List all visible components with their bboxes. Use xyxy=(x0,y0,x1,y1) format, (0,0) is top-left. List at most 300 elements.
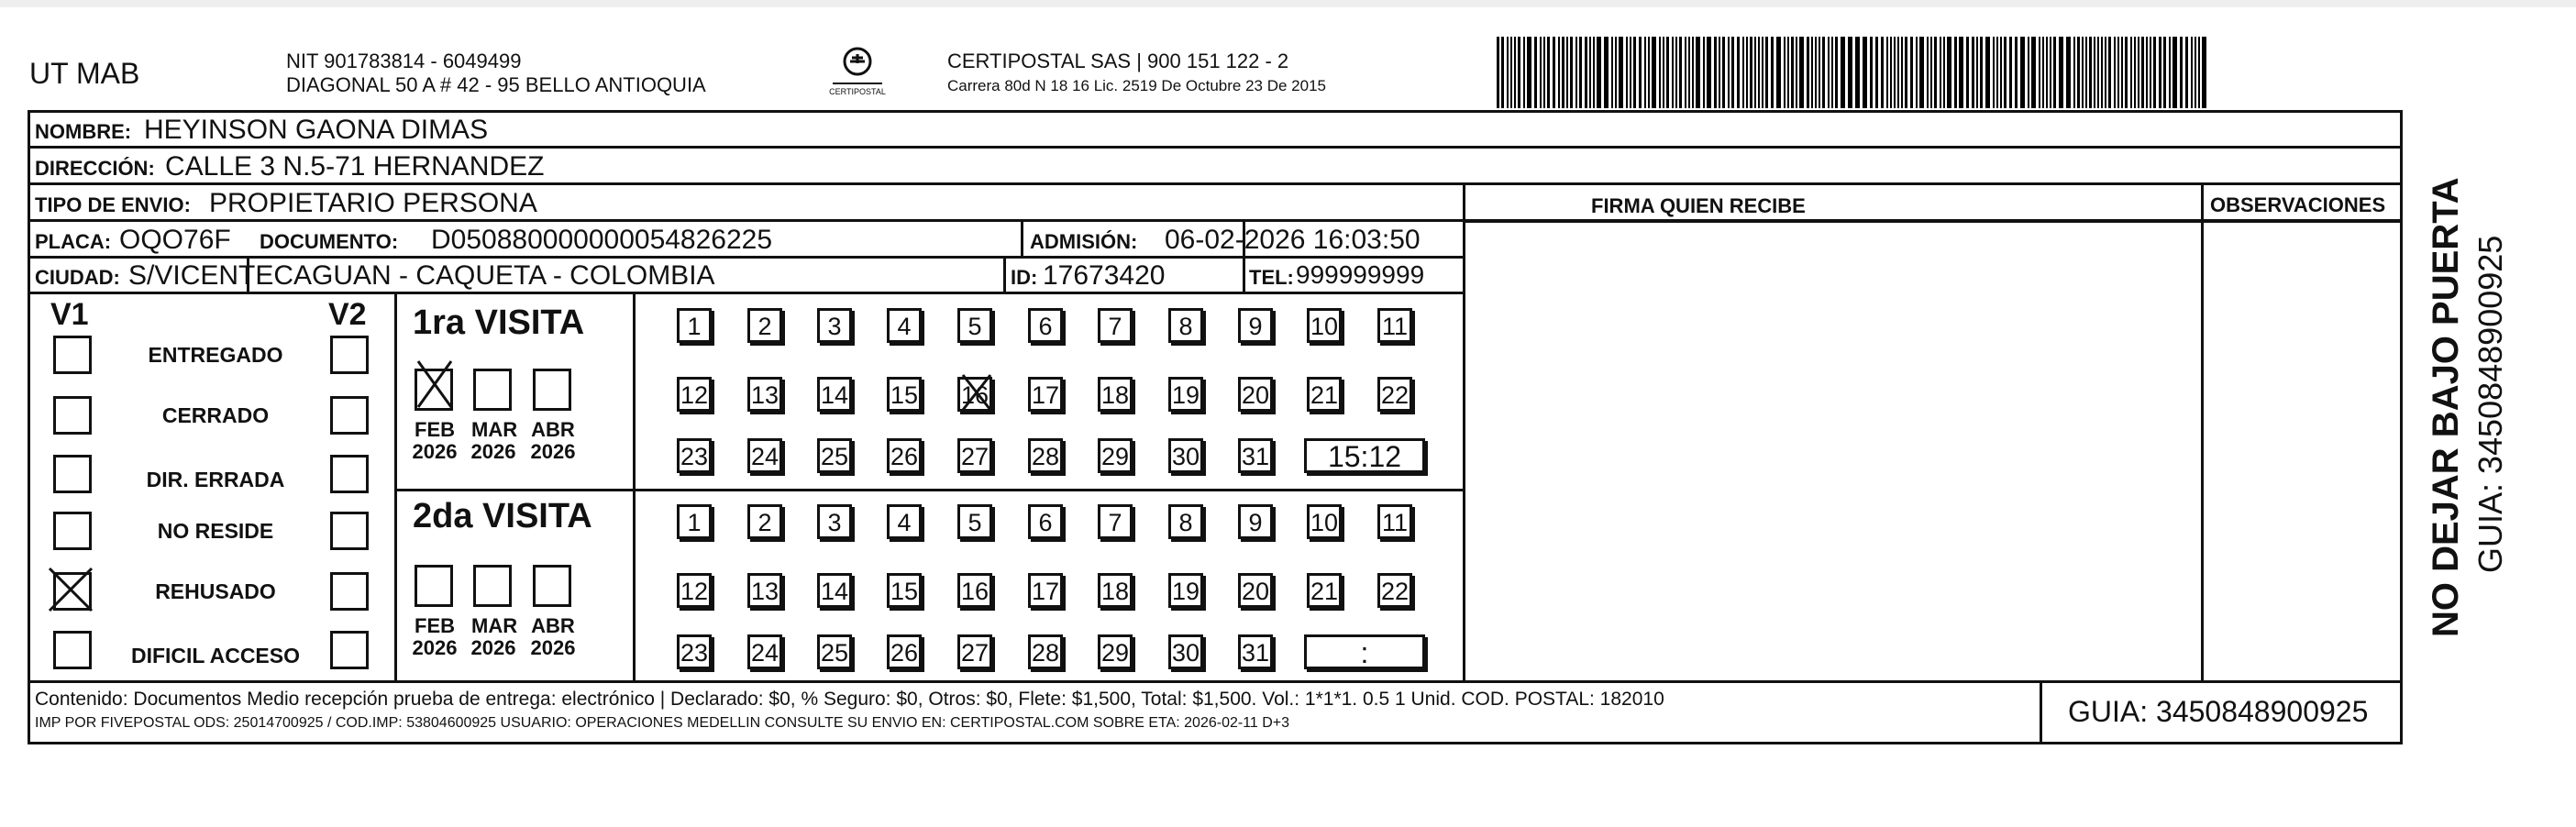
day-box[interactable]: 23 xyxy=(677,438,712,473)
barcode-bar xyxy=(1514,37,1516,108)
tel-label: TEL: xyxy=(1249,266,1294,289)
certipostal-logo-icon xyxy=(825,41,890,105)
barcode-bar xyxy=(2015,37,2018,108)
day-box[interactable]: 10 xyxy=(1307,504,1342,539)
barcode-bar xyxy=(2097,37,2099,108)
day-box[interactable]: 21 xyxy=(1307,377,1342,412)
barcode-bar xyxy=(1746,37,1748,108)
barcode-bar xyxy=(2020,37,2025,108)
day-box[interactable]: 28 xyxy=(1028,438,1063,473)
day-box[interactable]: 19 xyxy=(1168,377,1203,412)
barcode-bar xyxy=(1819,37,1820,108)
rule xyxy=(633,292,636,681)
barcode-bar xyxy=(1615,37,1617,108)
barcode-bar xyxy=(1870,37,1873,108)
barcode-bar xyxy=(1652,37,1656,108)
barcode-bar xyxy=(2082,37,2084,108)
barcode-bar xyxy=(2073,37,2075,108)
rule xyxy=(28,182,2403,185)
barcode-bar xyxy=(1799,37,1804,108)
rule xyxy=(1463,220,2403,223)
second-visit-title: 2da VISITA xyxy=(413,497,592,535)
barcode-bar xyxy=(1897,37,1899,108)
rule xyxy=(2040,681,2042,744)
day-box[interactable]: 28 xyxy=(1028,634,1063,669)
barcode-bar xyxy=(1663,37,1664,108)
day-box[interactable]: 13 xyxy=(747,377,782,412)
barcode-bar xyxy=(1919,37,1924,108)
documento-value: D050880000000054826225 xyxy=(431,225,773,255)
v1-header: V1 xyxy=(50,297,89,332)
day-box[interactable]: 24 xyxy=(747,438,782,473)
barcode-bar xyxy=(1692,37,1694,108)
barcode-bar xyxy=(1930,37,1932,108)
day-box[interactable]: 11 xyxy=(1377,308,1412,343)
barcode-bar xyxy=(1828,37,1830,108)
barcode-bar xyxy=(1597,37,1601,108)
barcode-bar xyxy=(1959,37,1963,108)
barcode-bar xyxy=(1722,37,1725,108)
day-box[interactable]: 11 xyxy=(1377,504,1412,539)
barcode-bar xyxy=(1688,37,1690,108)
barcode-bar xyxy=(2089,37,2092,108)
barcode-bar xyxy=(1523,37,1525,108)
barcode-bar xyxy=(2202,37,2206,108)
day-box[interactable]: 20 xyxy=(1238,573,1273,608)
day-box[interactable]: 18 xyxy=(1098,573,1133,608)
observaciones-header: OBSERVACIONES xyxy=(2210,193,2386,216)
v2-checkbox[interactable] xyxy=(330,336,369,374)
day-box[interactable]: 30 xyxy=(1168,438,1203,473)
rule xyxy=(1021,221,1023,256)
footer-line-2: IMP POR FIVEPOSTAL ODS: 25014700925 / COD.IMP: 53804600925 USUARIO: OPERACIONES MEDELLIN CONSULTE SU ENVIO EN: CERTIPOSTAL.COM SOBRE ETA: 2026-02-11 D+3 xyxy=(35,715,1290,731)
barcode-bar xyxy=(1910,37,1913,108)
rule xyxy=(394,489,1463,491)
barcode-bar xyxy=(1934,37,1937,108)
barcode-bar xyxy=(1863,37,1867,108)
barcode-bar xyxy=(1765,37,1768,108)
firma-header: FIRMA QUIEN RECIBE xyxy=(1591,194,1806,217)
barcode-bar xyxy=(1815,37,1817,108)
barcode-bar xyxy=(1562,37,1564,108)
barcode-bar xyxy=(1540,37,1542,108)
barcode-bar xyxy=(2000,37,2002,108)
barcode-bar xyxy=(2046,37,2048,108)
status-option-label: ENTREGADO xyxy=(148,343,283,367)
barcode-bar xyxy=(2153,37,2156,108)
month-label: ABR xyxy=(531,614,575,637)
barcode-bar xyxy=(1966,37,1969,108)
barcode-bar xyxy=(1707,37,1711,108)
day-box[interactable]: 12 xyxy=(677,573,712,608)
barcode-bar xyxy=(1742,37,1744,108)
barcode-bar xyxy=(1784,37,1786,108)
year-label: 2026 xyxy=(470,636,516,659)
day-box[interactable]: 19 xyxy=(1168,573,1203,608)
ciudad-value: S/VICENTECAGUAN - CAQUETA - COLOMBIA xyxy=(128,260,715,291)
barcode-bar xyxy=(1807,37,1809,108)
barcode-bar xyxy=(2169,37,2171,108)
day-box[interactable]: 30 xyxy=(1168,634,1203,669)
month-label: MAR xyxy=(471,614,518,637)
barcode-bar xyxy=(1611,37,1613,108)
v2-checkbox[interactable] xyxy=(330,631,369,669)
v1-checkbox[interactable] xyxy=(53,631,92,669)
barcode-bar xyxy=(1916,37,1918,108)
barcode-bar xyxy=(1972,37,1974,108)
barcode-bar xyxy=(1758,37,1760,108)
barcode-bar xyxy=(2141,37,2144,108)
barcode-bar xyxy=(2059,37,2063,108)
day-box[interactable]: 8 xyxy=(1168,504,1203,539)
day-box[interactable]: 6 xyxy=(1028,504,1063,539)
barcode-bar xyxy=(1822,37,1825,108)
day-box[interactable]: 10 xyxy=(1307,308,1342,343)
barcode-bar xyxy=(1947,37,1951,108)
month-label: FEB xyxy=(415,614,455,637)
barcode-bar xyxy=(1570,37,1573,108)
month-label: FEB xyxy=(415,418,455,441)
barcode-bar xyxy=(2101,37,2103,108)
admision-value: 06-02-2026 16:03:50 xyxy=(1165,225,1421,255)
barcode-bar xyxy=(1675,37,1677,108)
time-box[interactable]: : xyxy=(1304,634,1425,669)
day-box[interactable]: 5 xyxy=(957,504,992,539)
barcode-bar xyxy=(2105,37,2106,108)
tipo-envio-value: PROPIETARIO PERSONA xyxy=(209,188,537,218)
barcode-bar xyxy=(2031,37,2036,108)
barcode-bar xyxy=(1886,37,1888,108)
barcode-bar xyxy=(1579,37,1582,108)
year-label: 2026 xyxy=(412,636,458,659)
year-label: 2026 xyxy=(470,440,516,463)
ciudad-label: CIUDAD: xyxy=(35,266,120,289)
day-box[interactable]: 9 xyxy=(1238,504,1273,539)
barcode-bar xyxy=(1626,37,1628,108)
barcode-bar xyxy=(2130,37,2132,108)
day-box[interactable]: 17 xyxy=(1028,573,1063,608)
barcode-bar xyxy=(1927,37,1929,108)
barcode-bar xyxy=(1811,37,1813,108)
day-box[interactable]: 22 xyxy=(1377,573,1412,608)
v1-checkbox[interactable] xyxy=(53,336,92,374)
month-label: ABR xyxy=(531,418,575,441)
barcode-bar xyxy=(1497,37,1499,108)
barcode-bar xyxy=(1633,37,1636,108)
barcode-bar xyxy=(1985,37,1990,108)
barcode-bar xyxy=(1996,37,1998,108)
barcode-bar xyxy=(1731,37,1734,108)
day-box[interactable]: 8 xyxy=(1168,308,1203,343)
day-box[interactable]: 6 xyxy=(1028,308,1063,343)
barcode-bar xyxy=(2180,37,2183,108)
barcode-bar xyxy=(1585,37,1587,108)
logo-text: CERTIPOSTAL xyxy=(829,87,886,96)
barcode-bar xyxy=(1518,37,1520,108)
barcode-bar xyxy=(2039,37,2040,108)
day-box[interactable]: 15 xyxy=(887,377,922,412)
rule xyxy=(1243,257,1245,292)
barcode-bar xyxy=(2053,37,2056,108)
side-guia: GUIA: 3450848900925 xyxy=(2471,235,2509,573)
day-box[interactable]: 3 xyxy=(817,504,852,539)
barcode-bar xyxy=(2191,37,2193,108)
nombre-label: NOMBRE: xyxy=(35,120,132,143)
day-box[interactable]: 14 xyxy=(817,573,852,608)
day-box[interactable]: 2 xyxy=(747,308,782,343)
day-box[interactable]: 14 xyxy=(817,377,852,412)
barcode-bar xyxy=(1566,37,1568,108)
certipostal-title: CERTIPOSTAL SAS | 900 151 122 - 2 xyxy=(947,50,1289,72)
status-option-label: DIR. ERRADA xyxy=(146,468,285,491)
barcode-bar xyxy=(1630,37,1631,108)
v2-checkbox[interactable] xyxy=(330,572,369,611)
barcode-bar xyxy=(2125,37,2128,108)
day-box[interactable]: 16 xyxy=(957,573,992,608)
footer-guia: GUIA: 3450848900925 xyxy=(2068,695,2369,728)
day-box[interactable]: 15 xyxy=(887,573,922,608)
documento-label: DOCUMENTO: xyxy=(260,230,399,253)
status-option-label: NO RESIDE xyxy=(157,519,274,543)
barcode-bar xyxy=(1510,37,1512,108)
year-label: 2026 xyxy=(412,440,458,463)
barcode-bar xyxy=(2198,37,2200,108)
direccion-label: DIRECCIÓN: xyxy=(35,157,155,180)
day-box[interactable]: 25 xyxy=(817,438,852,473)
v1-checkbox[interactable] xyxy=(53,396,92,435)
barcode-bar xyxy=(1604,37,1609,108)
day-box[interactable]: 5 xyxy=(957,308,992,343)
day-box[interactable]: 29 xyxy=(1098,634,1133,669)
day-box[interactable]: 24 xyxy=(747,634,782,669)
footer-line-1: Contenido: Documentos Medio recepción prueba de entrega: electrónico | Declarado: $0, % Seguro: $0, Otros: $0, Flete: $1,500, Total: $1,500. Vol.: 1*1*1. 0.5 1 Unid. COD. POSTAL: 182010 xyxy=(35,689,1664,710)
year-label: 2026 xyxy=(530,636,576,659)
v2-checkbox[interactable] xyxy=(330,455,369,493)
rule xyxy=(28,256,1463,259)
rule xyxy=(394,292,397,681)
day-box[interactable]: 22 xyxy=(1377,377,1412,412)
barcode-bar xyxy=(1980,37,1983,108)
barcode-bar xyxy=(2134,37,2136,108)
day-box[interactable]: 20 xyxy=(1238,377,1273,412)
barcode-bar xyxy=(1639,37,1642,108)
day-box[interactable]: 1 xyxy=(677,308,712,343)
id-value: 17673420 xyxy=(1043,260,1166,291)
barcode-bar xyxy=(1881,37,1884,108)
day-box[interactable]: 2 xyxy=(747,504,782,539)
nombre-value: HEYINSON GAONA DIMAS xyxy=(144,115,489,145)
barcode-bar xyxy=(1593,37,1595,108)
barcode-bar xyxy=(2138,37,2139,108)
v1-checkbox[interactable] xyxy=(53,455,92,493)
barcode-bar xyxy=(2009,37,2012,108)
day-box[interactable]: 31 xyxy=(1238,634,1273,669)
barcode-bar xyxy=(1762,37,1763,108)
day-box[interactable]: 25 xyxy=(817,634,852,669)
barcode-bar xyxy=(1993,37,1995,108)
barcode-bar xyxy=(2004,37,2007,108)
admision-label: ADMISIÓN: xyxy=(1030,230,1138,253)
check-mark-icon xyxy=(416,359,453,409)
direccion-value: CALLE 3 N.5-71 HERNANDEZ xyxy=(165,151,545,182)
barcode-bar xyxy=(1501,37,1504,108)
barcode-bar xyxy=(2114,37,2116,108)
day-box[interactable]: 17 xyxy=(1028,377,1063,412)
day-box[interactable]: 26 xyxy=(887,634,922,669)
barcode-bar xyxy=(1507,37,1509,108)
rule xyxy=(1003,257,1006,292)
check-mark-icon xyxy=(961,373,992,412)
time-box[interactable]: 15:12 xyxy=(1304,438,1425,473)
barcode-bar xyxy=(1976,37,1978,108)
placa-value: OQO76F xyxy=(119,225,231,255)
barcode-bar xyxy=(2159,37,2161,108)
barcode-bar xyxy=(1831,37,1833,108)
barcode-bar xyxy=(1558,37,1560,108)
barcode-bar xyxy=(1714,37,1717,108)
top-edge xyxy=(0,0,2576,7)
day-box[interactable]: 16 xyxy=(957,377,992,412)
month-checkbox[interactable] xyxy=(533,565,571,607)
barcode-bar xyxy=(1905,37,1907,108)
month-checkbox[interactable] xyxy=(473,369,512,411)
barcode-bar xyxy=(1527,37,1531,108)
day-box[interactable]: 9 xyxy=(1238,308,1273,343)
barcode-bar xyxy=(1901,37,1903,108)
barcode xyxy=(1497,37,2226,108)
certipostal-subtitle: Carrera 80d N 18 16 Lic. 2519 De Octubre 23 De 2015 xyxy=(947,77,1326,94)
day-box[interactable]: 1 xyxy=(677,504,712,539)
day-box[interactable]: 4 xyxy=(887,308,922,343)
day-box[interactable]: 7 xyxy=(1098,504,1133,539)
barcode-bar xyxy=(1648,37,1650,108)
v2-header: V2 xyxy=(328,297,367,332)
barcode-bar xyxy=(2117,37,2119,108)
day-box[interactable]: 18 xyxy=(1098,377,1133,412)
day-box[interactable]: 21 xyxy=(1307,573,1342,608)
rule xyxy=(1463,183,1465,681)
year-label: 2026 xyxy=(530,440,576,463)
barcode-bar xyxy=(1848,37,1852,108)
barcode-bar xyxy=(1943,37,1945,108)
month-checkbox[interactable] xyxy=(473,565,512,607)
tipo-envio-label: TIPO DE ENVIO: xyxy=(35,193,191,216)
first-visit-title: 1ra VISITA xyxy=(413,303,585,342)
barcode-bar xyxy=(1894,37,1896,108)
barcode-bar xyxy=(2077,37,2080,108)
barcode-bar xyxy=(1841,37,1845,108)
barcode-bar xyxy=(2042,37,2044,108)
rule xyxy=(28,680,2403,683)
barcode-bar xyxy=(1553,37,1555,108)
barcode-bar xyxy=(1534,37,1537,108)
barcode-bar xyxy=(1696,37,1700,108)
day-box[interactable]: 13 xyxy=(747,573,782,608)
barcode-bar xyxy=(2195,37,2196,108)
barcode-bar xyxy=(2185,37,2188,108)
barcode-bar xyxy=(2094,37,2095,108)
barcode-bar xyxy=(2066,37,2071,108)
day-box[interactable]: 3 xyxy=(817,308,852,343)
barcode-bar xyxy=(1791,37,1794,108)
barcode-bar xyxy=(1737,37,1740,108)
id-label: ID: xyxy=(1011,266,1038,289)
day-box[interactable]: 29 xyxy=(1098,438,1133,473)
rule xyxy=(2201,183,2204,681)
status-option-label: REHUSADO xyxy=(155,579,276,603)
barcode-bar xyxy=(1575,37,1577,108)
day-box[interactable]: 4 xyxy=(887,504,922,539)
status-option-label: CERRADO xyxy=(161,403,270,427)
barcode-bar xyxy=(1771,37,1774,108)
barcode-bar xyxy=(1796,37,1797,108)
barcode-bar xyxy=(1855,37,1860,108)
barcode-bar xyxy=(1672,37,1674,108)
barcode-bar xyxy=(1619,37,1623,108)
barcode-bar xyxy=(1589,37,1591,108)
day-box[interactable]: 27 xyxy=(957,634,992,669)
barcode-bar xyxy=(1703,37,1705,108)
barcode-bar xyxy=(2108,37,2111,108)
day-box[interactable]: 27 xyxy=(957,438,992,473)
barcode-bar xyxy=(1750,37,1752,108)
company-name: UT MAB xyxy=(29,57,140,90)
check-mark-icon xyxy=(48,567,94,612)
barcode-bar xyxy=(1940,37,1941,108)
barcode-bar xyxy=(1543,37,1545,108)
month-label: MAR xyxy=(471,418,518,441)
barcode-bar xyxy=(1835,37,1838,108)
barcode-bar xyxy=(1666,37,1669,108)
v1-checkbox[interactable] xyxy=(53,512,92,550)
barcode-bar xyxy=(1875,37,1878,108)
barcode-bar xyxy=(1728,37,1730,108)
barcode-bar xyxy=(1547,37,1550,108)
barcode-bar xyxy=(2146,37,2148,108)
barcode-bar xyxy=(1659,37,1661,108)
barcode-bar xyxy=(2163,37,2166,108)
barcode-bar xyxy=(2150,37,2151,108)
status-option-label: DIFICIL ACCESO xyxy=(130,644,300,667)
month-checkbox[interactable] xyxy=(533,369,571,411)
barcode-bar xyxy=(2028,37,2029,108)
tel-value: 999999999 xyxy=(1296,260,1425,289)
barcode-bar xyxy=(1954,37,1957,108)
company-address: DIAGONAL 50 A # 42 - 95 BELLO ANTIOQUIA xyxy=(286,73,706,96)
barcode-bar xyxy=(1890,37,1892,108)
barcode-bar xyxy=(2172,37,2177,108)
day-box[interactable]: 26 xyxy=(887,438,922,473)
barcode-bar xyxy=(2085,37,2087,108)
rule xyxy=(28,146,2403,149)
placa-label: PLACA: xyxy=(35,230,112,253)
day-box[interactable]: 12 xyxy=(677,377,712,412)
month-checkbox[interactable] xyxy=(415,565,453,607)
barcode-bar xyxy=(1685,37,1686,108)
barcode-bar xyxy=(2050,37,2051,108)
barcode-bar xyxy=(1719,37,1720,108)
barcode-bar xyxy=(1754,37,1756,108)
v2-checkbox[interactable] xyxy=(330,512,369,550)
barcode-bar xyxy=(1787,37,1789,108)
day-box[interactable]: 23 xyxy=(677,634,712,669)
company-nit: NIT 901783814 - 6049499 xyxy=(286,50,522,72)
rule xyxy=(28,292,1463,294)
barcode-bar xyxy=(2121,37,2123,108)
day-box[interactable]: 7 xyxy=(1098,308,1133,343)
v2-checkbox[interactable] xyxy=(330,396,369,435)
day-box[interactable]: 31 xyxy=(1238,438,1273,473)
